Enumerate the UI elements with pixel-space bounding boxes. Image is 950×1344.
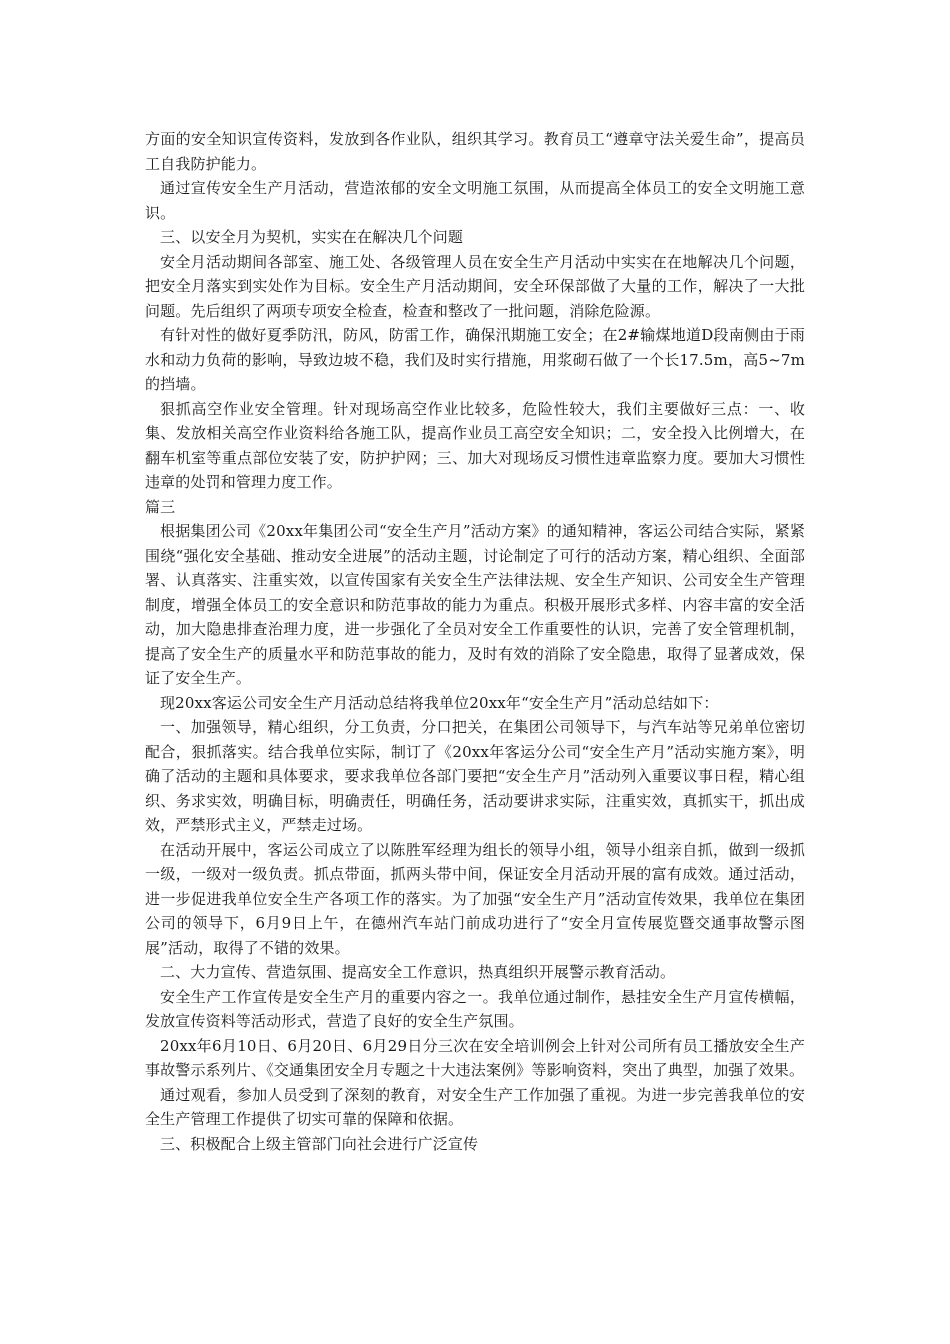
- paragraph-5: 有针对性的做好夏季防汛，防风，防雷工作，确保汛期施工安全；在2#输煤地道D段南侧由于雨水和动力负荷的影响，导致边坡不稳，我们及时实行措施，用浆砌石做了一个长17.5m，高5~7m的挡墙。: [145, 326, 805, 393]
- paragraph-6: 狠抓高空作业安全管理。针对现场高空作业比较多，危险性较大，我们主要做好三点：一、收集、发放相关高空作业资料给各施工队，提高作业员工高空安全知识；二，安全投入比例增大，在翻车机室等重点部位安装了安，防护护网；三、加大对现场反习惯性违章监察力度。要加大习惯性违章的处罚和管理力度工作。: [145, 399, 805, 491]
- paragraph-8: 根据集团公司《20xx年集团公司“安全生产月”活动方案》的通知精神，客运公司结合实际，紧紧围绕“强化安全基础、推动安全进展”的活动主题，讨论制定了可行的活动方案，精心组织、全面部署、认真落实、注重实效，以宣传国家有关安全生产法律法规、安全生产知识、公司安全生产管理制度，增强全体员工的安全意识和防范事故的能力为重点。积极开展形式多样、内容丰富的安全活动，加大隐患排查治理力度，进一步强化了全员对安全工作重要性的认识，完善了安全管理机制，提高了安全生产的质量水平和防范事故的能力，及时有效的消除了安全隐患，取得了显著成效，保证了安全生产。: [145, 522, 805, 687]
- section-heading-3: 三、以安全月为契机，实实在在解决几个问题: [160, 228, 464, 246]
- paragraph-15: 通过观看，参加人员受到了深刻的教育，对安全生产工作加强了重视。为进一步完善我单位的安全生产管理工作提供了切实可靠的保障和依据。: [145, 1085, 805, 1128]
- paragraph-9: 现20xx客运公司安全生产月活动总结将我单位20xx年“安全生产月”活动总结如下：: [160, 693, 719, 712]
- chapter-heading: 篇三: [145, 497, 176, 516]
- paragraph-10: 一、加强领导，精心组织，分工负责，分口把关，在集团公司领导下，与汽车站等兄弟单位密切配合，狠抓落实。结合我单位实际，制订了《20xx年客运分公司“安全生产月”活动实施方案》，明确了活动的主题和具体要求，要求我单位各部门要把“安全生产月”活动列入重要议事日程，精心组织、务求实效，明确目标，明确责任，明确任务，活动要讲求实际，注重实效，真抓实干，抓出成效，严禁形式主义，严禁走过场。: [145, 718, 805, 834]
- paragraph-1: 方面的安全知识宣传资料，发放到各作业队，组织其学习。教育员工“遵章守法关爱生命”，提高员工自我防护能力。: [145, 130, 805, 173]
- section-heading-16: 三、积极配合上级主管部门向社会进行广泛宣传: [160, 1134, 479, 1153]
- paragraph-11: 在活动开展中，客运公司成立了以陈胜军经理为组长的领导小组，领导小组亲自抓，做到一级抓一级，一级对一级负责。抓点带面，抓两头带中间，保证安全月活动开展的富有成效。通过活动，进一步促进我单位安全生产各项工作的落实。为了加强“安全生产月”活动宣传效果，我单位在集团公司的领导下，6月9日上午，在德州汽车站门前成功进行了“安全月宣传展览暨交通事故警示图展”活动，取得了不错的效果。: [145, 840, 805, 957]
- paragraph-2: 通过宣传安全生产月活动，营造浓郁的安全文明施工氛围，从而提高全体员工的安全文明施工意识。: [145, 179, 805, 222]
- paragraph-4: 安全月活动期间各部室、施工处、各级管理人员在安全生产月活动中实实在在地解决几个问题，把安全月落实到实处作为目标。安全生产月活动期间，安全环保部做了大量的工作，解决了一大批问题。先后组织了两项专项安全检查，检查和整改了一批问题，消除危险源。: [145, 252, 805, 320]
- paragraph-14: 20xx年6月10日、6月20日、6月29日分三次在安全培训例会上针对公司所有员工播放安全生产事故警示系列片、《交通集团安全月专题之十大违法案例》等影响资料，突出了典型，加强了效果。: [145, 1036, 805, 1079]
- document-body: [145, 127, 805, 1156]
- paragraph-13: 安全生产工作宣传是安全生产月的重要内容之一。我单位通过制作，悬挂安全生产月宣传横幅，发放宣传资料等活动形式，营造了良好的安全生产氛围。: [145, 987, 805, 1030]
- section-heading-12: 二、大力宣传、营造氛围、提高安全工作意识，热真组织开展警示教育活动。: [160, 963, 676, 981]
